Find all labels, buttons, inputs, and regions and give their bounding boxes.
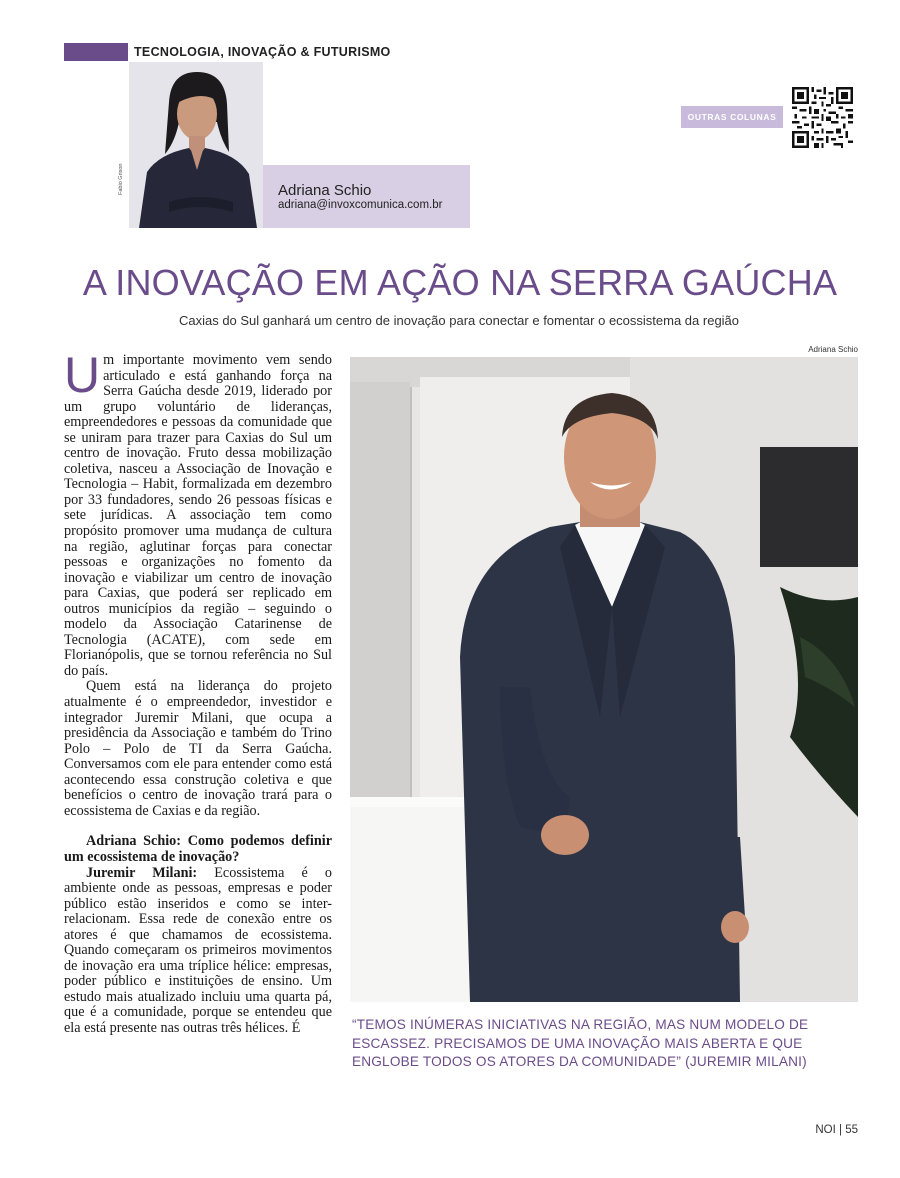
article-subtitle: Caxias do Sul ganhará um centro de inovação para conectar e fomentar o ecossistema da região — [178, 313, 740, 328]
article-title: A INOVAÇÃO EM AÇÃO NA SERRA GAÚCHA — [82, 262, 838, 303]
drop-cap: U — [64, 347, 101, 403]
page-number: 55 — [845, 1124, 858, 1136]
interview-answer: Juremir Milani: Ecossistema é o ambiente onde as pessoas, empresas e poder público estão inseridos e como se inter-relacionam. Essa rede de conexão entre os atores é que chamamos de ecossistema. Quando começaram os primeiros movimentos de inovação era uma tríplice hélice: empresas, poder público e instituições de ensino. Um estudo mais atualizado incluiu uma quarta pá, que é a comunidade, porque se entendeu que ela está presente nas outras três hélices. É — [64, 864, 332, 1036]
interviewee-photo — [350, 357, 858, 1002]
page-footer — [770, 1124, 858, 1136]
photo-credit: Adriana Schio — [808, 345, 858, 354]
paragraph-2: Quem está na liderança do projeto atualmente é o empreendedor, investidor e integrador Juremir Milani, que ocupa a presidência da Associação e também do Trino Polo – Polo de TI da Serra Gaúcha. Conversamos com ele para entender como está acontecendo essa construção coletiva e que benefícios o centro de inovação trará para o ecossistema de Caxias e da região. — [64, 678, 332, 819]
author-email[interactable]: adriana@invoxcomunica.com.br — [278, 199, 443, 211]
author-photo-credit: Fabio Grison — [118, 163, 124, 195]
section-title: TECNOLOGIA, INOVAÇÃO & FUTURISMO — [134, 45, 391, 59]
author-photo — [129, 62, 263, 228]
pull-quote: “TEMOS INÚMERAS INICIATIVAS NA REGIÃO, MAS NUM MODELO DE ESCASSEZ. PRECISAMOS DE UMA INOVAÇÃO MAIS ABERTA E QUE ENGLOBE TODOS OS ATORES DA COMUNIDADE” (JUREMIR MILANI) — [352, 1017, 809, 1070]
article-body — [64, 347, 332, 1037]
other-columns-badge[interactable]: OUTRAS COLUNAS — [681, 106, 783, 128]
qr-code-icon[interactable] — [792, 87, 853, 148]
footer-separator: | — [839, 1124, 842, 1136]
interview-question: Adriana Schio: Como podemos definir um ecossistema de inovação? — [64, 833, 332, 865]
section-color-bar — [64, 43, 128, 61]
magazine-name: NOI — [815, 1124, 836, 1136]
author-name: Adriana Schio — [278, 182, 372, 199]
paragraph-intro: Um importante movimento vem sendo articulado e está ganhando força na Serra Gaúcha desde 2019, liderado por um grupo voluntário de lideranças, empreendedores e pessoas da comunidade que se uniram para trazer para Caxias do Sul um centro de inovação. Fruto dessa mobilização coletiva, nasceu a Associação de Inovação e Tecnologia – Habit, formalizada em dezembro por 33 fundadores, sendo 26 pessoas físicas e sete jurídicas. A associação tem como propósito promover uma mudança de cultura na região, aglutinar forças para conectar pessoas e organizações no fomento da inovação e viabilizar um centro de inovação para Caxias, que poderá ser replicado em outros municípios da região – seguindo o modelo da Associação Catarinense de Tecnologia (ACATE), com sede em Florianópolis, que se tornou referência no Sul do país. — [64, 347, 332, 679]
